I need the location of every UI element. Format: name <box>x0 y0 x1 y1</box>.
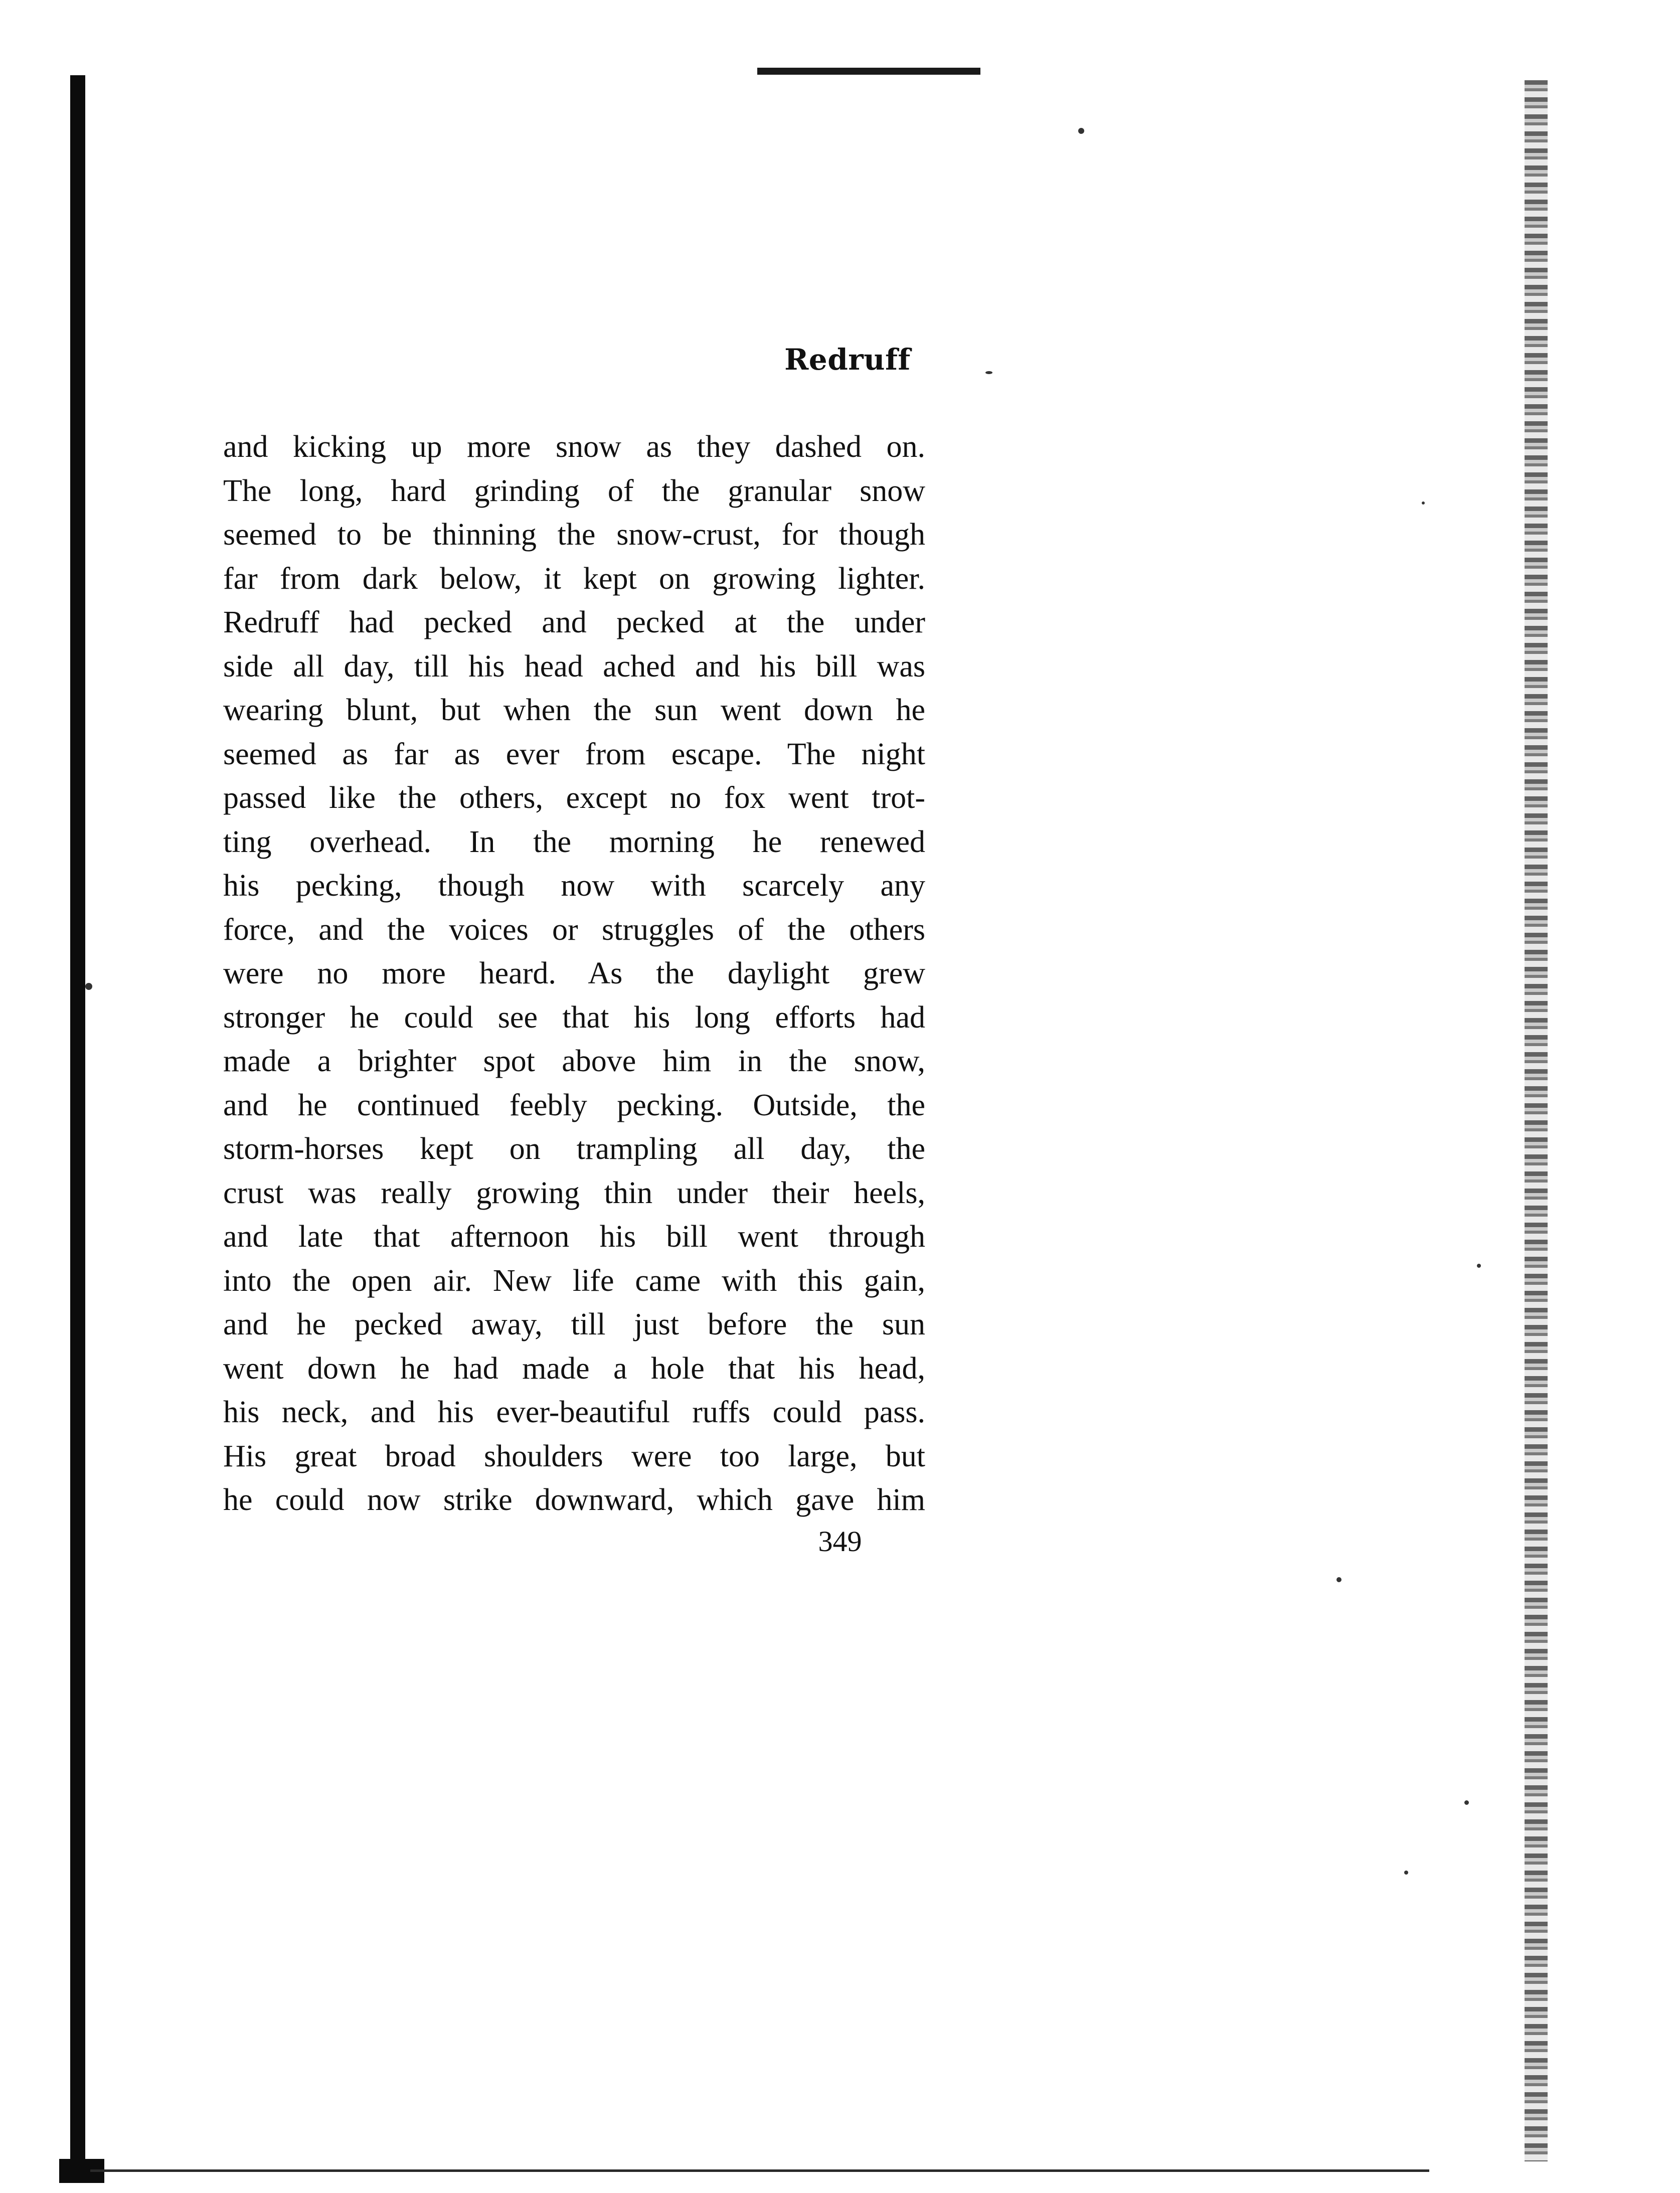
text-line: Redruff had pecked and pecked at the under <box>223 605 925 639</box>
text-line: seemed as far as ever from escape. The night <box>223 737 925 771</box>
text-line: stronger he could see that his long efforts had <box>223 1000 925 1035</box>
text-line: The long, hard grinding of the granular snow <box>223 473 925 508</box>
text-line: passed like the others, except no fox went trot- <box>223 781 925 815</box>
text-line: his pecking, though now with scarcely any <box>223 869 925 903</box>
scan-speck <box>1078 128 1084 134</box>
text-line: storm-horses kept on trampling all day, the <box>223 1132 925 1166</box>
scan-speck <box>1336 1577 1341 1582</box>
text-line: he could now strike downward, which gave him <box>223 1483 925 1517</box>
text-line: and late that afternoon his bill went through <box>223 1220 925 1254</box>
page-number: 349 <box>818 1525 862 1558</box>
text-line: were no more heard. As the daylight grew <box>223 956 925 990</box>
text-line: force, and the voices or struggles of the others <box>223 912 925 947</box>
running-head: Redruff <box>784 343 911 377</box>
text-line: ting overhead. In the morning he renewed <box>223 824 925 859</box>
text-line: his neck, and his ever-beautiful ruffs could pass. <box>223 1395 925 1429</box>
scan-speck <box>1404 1871 1408 1875</box>
scan-speck <box>1477 1264 1481 1268</box>
text-line: and he continued feebly pecking. Outside, the <box>223 1088 925 1122</box>
text-line: and kicking up more snow as they dashed on. <box>223 430 925 464</box>
text-line: side all day, till his head ached and his bill was <box>223 649 925 684</box>
scan-speck <box>1422 501 1425 504</box>
binding-edge-shadow <box>70 75 85 2181</box>
scan-speck <box>85 983 92 990</box>
text-line: went down he had made a hole that his head, <box>223 1351 925 1386</box>
text-line: made a brighter spot above him in the snow, <box>223 1044 925 1078</box>
body-text <box>223 425 925 1523</box>
bottom-scan-rule <box>90 2169 1429 2172</box>
text-line: and he pecked away, till just before the sun <box>223 1307 925 1341</box>
text-line: wearing blunt, but when the sun went down he <box>223 693 925 727</box>
text-line: His great broad shoulders were too large, but <box>223 1439 925 1473</box>
text-line: far from dark below, it kept on growing lighter. <box>223 561 925 596</box>
scan-speck <box>1464 1800 1469 1805</box>
text-line: into the open air. New life came with this gain, <box>223 1263 925 1298</box>
right-torn-edge <box>1525 80 1548 2161</box>
top-registration-mark <box>757 68 980 75</box>
text-line: seemed to be thinning the snow-crust, for though <box>223 518 925 552</box>
text-line: crust was really growing thin under their heels, <box>223 1175 925 1210</box>
